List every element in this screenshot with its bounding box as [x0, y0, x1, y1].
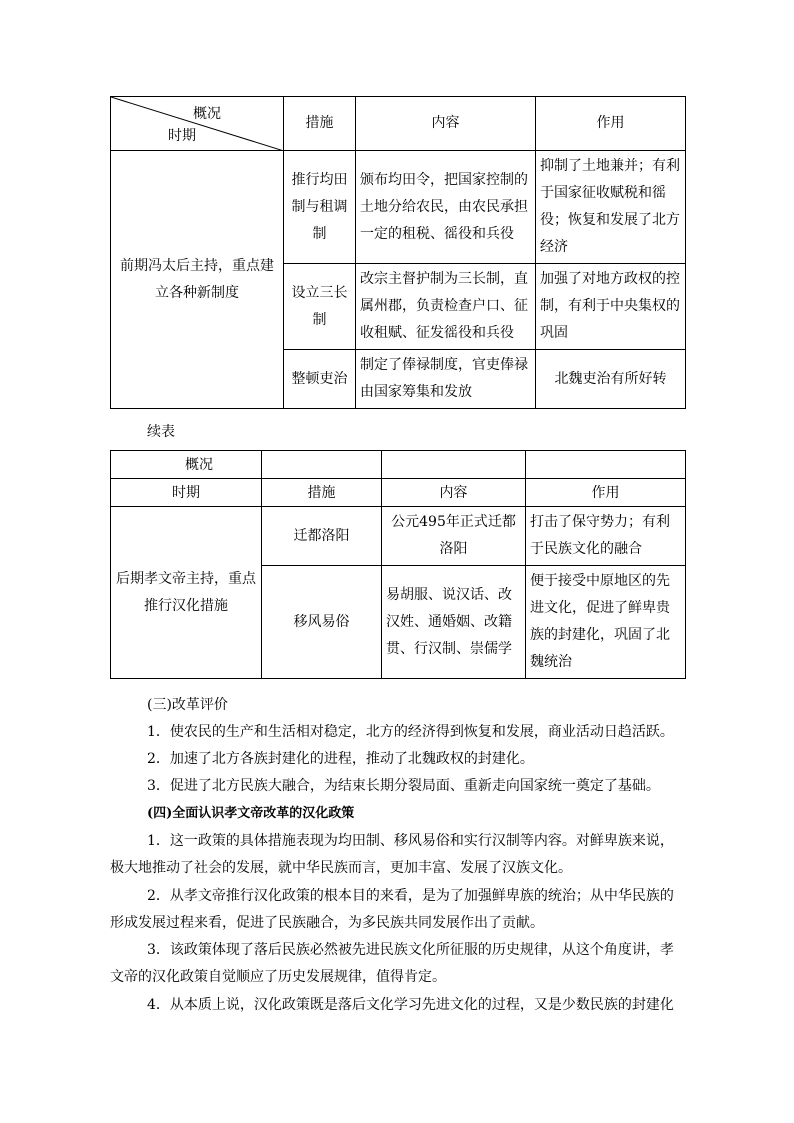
measure-cell: 推行均田制与租调制 — [284, 151, 356, 264]
header-blank — [382, 451, 526, 479]
effect-cell: 打击了保守势力；有利于民族文化的融合 — [526, 507, 686, 566]
section4-title: (四)全面认识孝文帝改革的汉化政策 — [147, 806, 355, 821]
header-effect: 作用 — [526, 479, 686, 507]
effect-cell: 北魏吏治有所好转 — [536, 350, 686, 409]
section4-item-line1: 1．这一政策的具体措施表现为均田制、移风易俗和实行汉制等内容。对鲜卑族来说， — [147, 833, 674, 849]
section4-item-line2: 文帝的汉化政策自觉顺应了历史发展规律，值得肯定。 — [110, 969, 446, 985]
header-period: 时期 — [168, 128, 196, 144]
measure-cell: 迁都洛阳 — [262, 507, 382, 566]
effect-cell: 加强了对地方政权的控制，有利于中央集权的巩固 — [536, 264, 686, 350]
section3-item: 1．使农民的生产和生活相对稳定，北方的经济得到恢复和发展，商业活动日趋活跃。 — [147, 724, 674, 740]
section4-item-line2: 极大地推动了社会的发展，就中华民族而言，更加丰富、发展了汉族文化。 — [110, 860, 572, 876]
diagonal-header-cell — [111, 97, 284, 151]
header-blank — [526, 451, 686, 479]
header-measure: 措施 — [262, 479, 382, 507]
header-blank — [262, 451, 382, 479]
header-overview: 概况 — [193, 106, 221, 122]
section3-item: 2．加速了北方各族封建化的进程，推动了北魏政权的封建化。 — [147, 751, 534, 767]
section4-item-line2: 形成发展过程来看，促进了民族融合，为多民族共同发展作出了贡献。 — [110, 915, 544, 931]
header-overview: 概况 — [111, 451, 262, 479]
content-cell: 公元495年正式迁都洛阳 — [382, 507, 526, 566]
section4-item-line1: 2．从孝文帝推行汉化政策的根本目的来看，是为了加强鲜卑族的统治；从中华民族的 — [147, 888, 674, 904]
measure-cell: 移风易俗 — [262, 566, 382, 679]
continued-label: 续表 — [147, 424, 175, 440]
section4-item-line1: 3．该政策体现了落后民族必然被先进民族文化所征服的历史规律，从这个角度讲，孝 — [147, 942, 674, 958]
header-measure: 措施 — [284, 97, 356, 151]
section3-item: 3．促进了北方民族大融合，为结束长期分裂局面、重新走向国家统一奠定了基础。 — [147, 778, 660, 794]
header-content: 内容 — [382, 479, 526, 507]
content-cell: 制定了俸禄制度，官吏俸禄由国家筹集和发放 — [356, 350, 536, 409]
effect-cell: 便于接受中原地区的先进文化，促进了鲜卑贵族的封建化，巩固了北魏统治 — [526, 566, 686, 679]
period-cell: 前期冯太后主持，重点建立各种新制度 — [111, 151, 284, 409]
content-cell: 改宗主督护制为三长制，直属州郡，负责检查户口、征收租赋、征发徭役和兵役 — [356, 264, 536, 350]
measure-cell: 设立三长制 — [284, 264, 356, 350]
effect-cell: 抑制了土地兼并；有利于国家征收赋税和徭役；恢复和发展了北方经济 — [536, 151, 686, 264]
measure-cell: 整顿吏治 — [284, 350, 356, 409]
header-period: 时期 — [111, 479, 262, 507]
header-content: 内容 — [356, 97, 536, 151]
content-cell: 颁布均田令，把国家控制的土地分给农民，由农民承担一定的租税、徭役和兵役 — [356, 151, 536, 264]
table-early-period — [110, 96, 686, 409]
table-late-period — [110, 450, 686, 679]
content-cell: 易胡服、说汉话、改汉姓、通婚姻、改籍贯、行汉制、崇儒学 — [382, 566, 526, 679]
section3-title: (三)改革评价 — [147, 697, 228, 713]
period-cell: 后期孝文帝主持，重点推行汉化措施 — [111, 507, 262, 679]
section4-item-line1: 4．从本质上说，汉化政策既是落后文化学习先进文化的过程，又是少数民族的封建化 — [147, 997, 674, 1013]
header-effect: 作用 — [536, 97, 686, 151]
